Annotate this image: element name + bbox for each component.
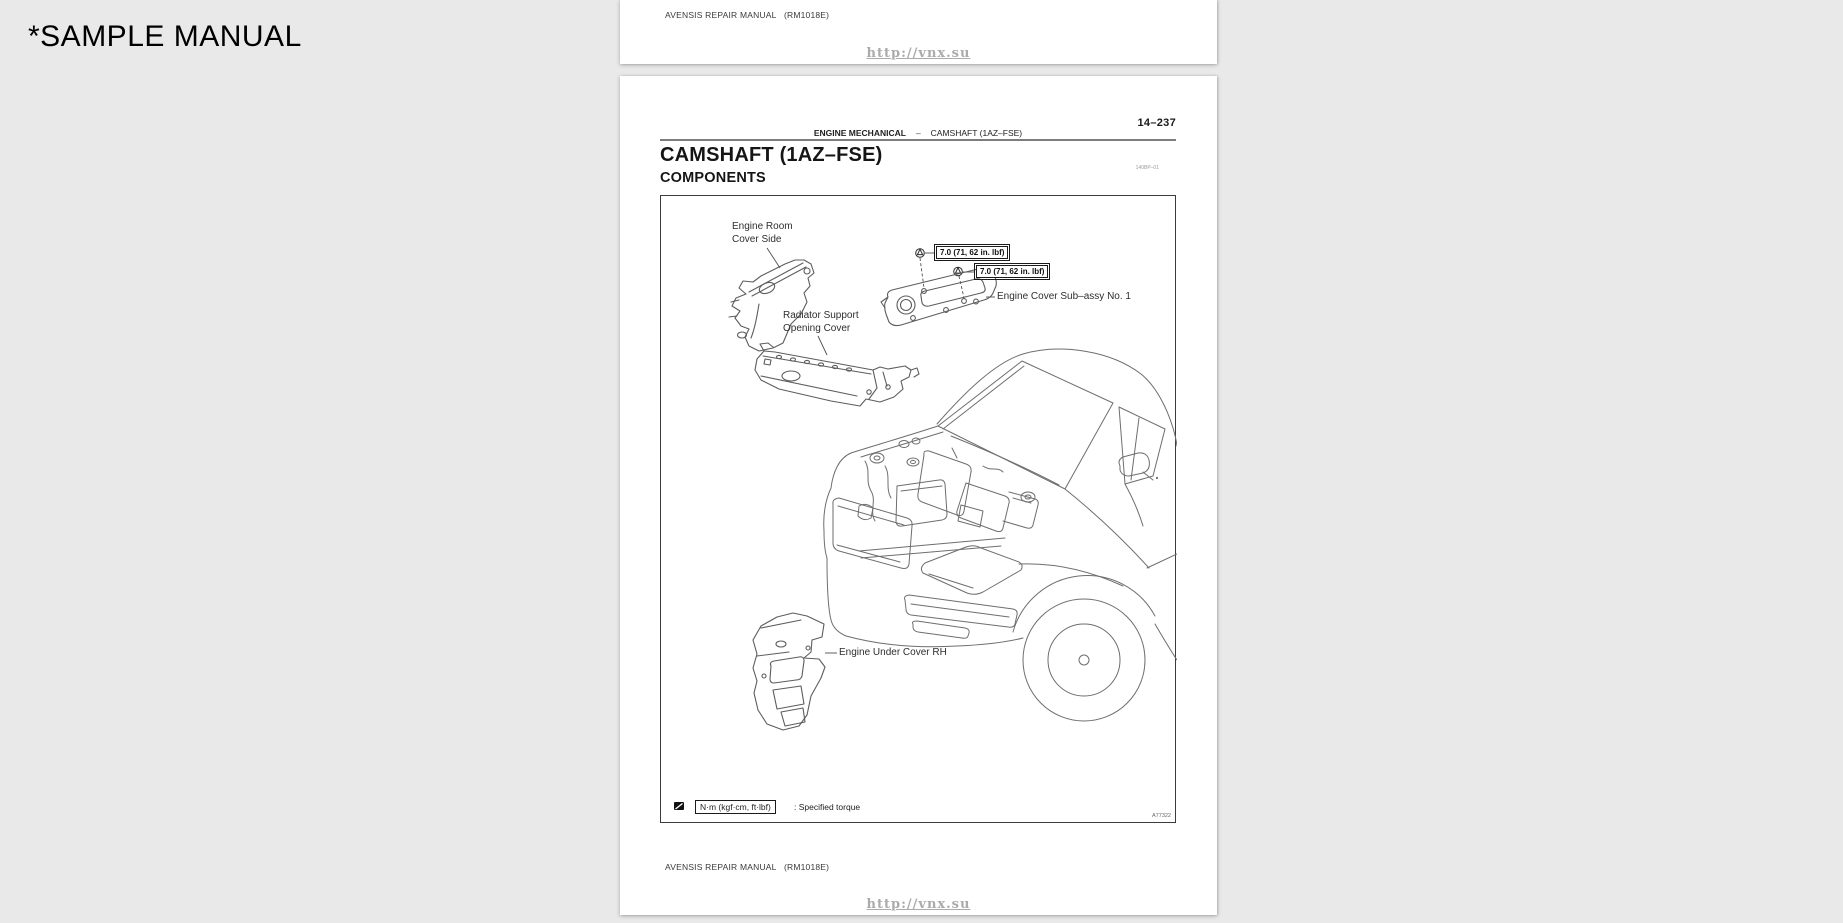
breadcrumb-section: ENGINE MECHANICAL: [813, 128, 906, 138]
legend-description: : Specified torque: [794, 802, 861, 812]
radiator-support-cover-drawing: [755, 343, 919, 406]
breadcrumb-topic: CAMSHAFT (1AZ–FSE): [930, 128, 1023, 138]
header-rule: [660, 139, 1176, 141]
torque-spec-box-1: 7.0 (71, 62 in. lbf): [936, 246, 1008, 259]
breadcrumb: [660, 128, 1176, 138]
watermark-url: http://vnx.su: [866, 897, 971, 912]
page-title: CAMSHAFT (1AZ–FSE): [660, 144, 883, 166]
label-engine-room-line1: Engine Room: [732, 221, 793, 232]
torque-spec-box-2: 7.0 (71, 62 in. lbf): [976, 265, 1048, 278]
engine-room-cover-side-drawing: [729, 260, 814, 351]
engine-under-cover-drawing: [753, 613, 825, 730]
manual-page-sheet: [620, 76, 1217, 915]
page-number: 14–237: [1137, 117, 1176, 129]
breadcrumb-separator: –: [915, 128, 921, 138]
previous-page-sheet: [620, 0, 1217, 64]
label-engine-room-line2: Cover Side: [732, 234, 782, 245]
label-engine-room-cover-side: [732, 220, 793, 246]
document-header: AVENSIS REPAIR MANUAL (RM1018E): [665, 10, 830, 20]
torque-spec-icon: [674, 802, 684, 810]
watermark-url: http://vnx.su: [866, 46, 971, 61]
revision-code: 140BP–01: [1135, 165, 1159, 171]
legend-unit-box: N·m (kgf·cm, ft·lbf): [695, 800, 776, 814]
label-radiator-line1: Radiator Support: [783, 310, 859, 321]
label-radiator-line2: Opening Cover: [783, 323, 851, 334]
page-subtitle: COMPONENTS: [660, 170, 766, 186]
components-figure-frame: [660, 195, 1176, 823]
label-engine-under-cover: Engine Under Cover RH: [839, 647, 947, 658]
label-radiator-support-cover: [783, 309, 859, 335]
figure-code: A77322: [1152, 813, 1171, 819]
label-engine-cover-subassy: Engine Cover Sub–assy No. 1: [997, 291, 1131, 302]
page-footer: AVENSIS REPAIR MANUAL (RM1018E): [665, 862, 830, 872]
car-drawing: [824, 349, 1177, 721]
sample-manual-overlay-label: *SAMPLE MANUAL: [28, 20, 302, 53]
